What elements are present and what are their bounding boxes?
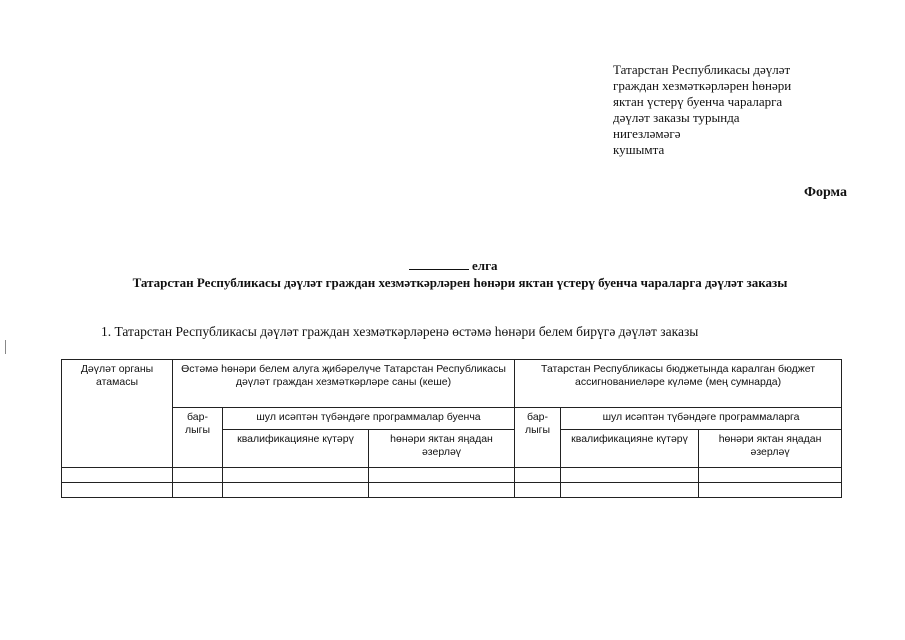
state-order-table <box>61 359 842 498</box>
header-employee-count: Өстәмә һөнәри белем алуга җибәрелүче Татарстан Республикасы дәүләт граждан хезмәткәрләре саны (кеше) <box>173 360 515 408</box>
form-label: Форма <box>803 185 847 200</box>
header-qualification-employees: квалификацияне күтәрү <box>223 430 369 468</box>
header-agency-name: Дәүләт органы атамасы <box>62 360 173 468</box>
appendix-line: яктан үстерү буенча чараларга <box>613 94 783 109</box>
table-cell <box>699 468 842 483</box>
header-programs-budget: шул исәптән түбәндәге программаларга <box>561 408 842 430</box>
section-heading: 1. Татарстан Республикасы дәүләт граждан хезмәткәрләренә өстәмә һөнәри белем бирүгә дәүләт заказы <box>101 324 699 339</box>
table-cell <box>699 483 842 498</box>
header-total-employees: бар- лыгы <box>173 408 223 468</box>
header-retraining-budget: һөнәри яктан яңадан әзерләү <box>699 430 842 468</box>
appendix-line: Татарстан Республикасы дәүләт <box>613 62 791 77</box>
year-line <box>409 258 497 274</box>
appendix-line: граждан хезмәткәрләрен һөнәри <box>613 78 792 93</box>
header-programs-employees: шул исәптән түбәндәге программалар буенча <box>223 408 515 430</box>
table-cell <box>223 483 369 498</box>
table-cell <box>369 483 515 498</box>
table-cell <box>515 483 561 498</box>
appendix-line: дәүләт заказы турында <box>613 110 740 125</box>
header-total-budget: бар- лыгы <box>515 408 561 468</box>
table-cell <box>62 483 173 498</box>
table-cell <box>173 468 223 483</box>
appendix-line: нигезләмәгә <box>613 126 681 141</box>
year-suffix: елга <box>472 258 498 273</box>
table-row <box>62 468 842 483</box>
table-row <box>62 483 842 498</box>
appendix-line: кушымта <box>613 142 665 157</box>
table-cell <box>62 468 173 483</box>
appendix-note <box>613 62 893 158</box>
table-cell <box>561 468 699 483</box>
header-qualification-budget: квалификацияне күтәрү <box>561 430 699 468</box>
table-cell <box>223 468 369 483</box>
scan-mark <box>5 340 6 354</box>
header-budget-allocation: Татарстан Республикасы бюджетында каралган бюджет ассигнованиеләре күләме (мең сумнарда) <box>515 360 842 408</box>
table-cell <box>369 468 515 483</box>
table-cell <box>173 483 223 498</box>
document-title: Татарстан Республикасы дәүләт граждан хезмәткәрләрен һөнәри яктан үстерү буенча чараларга дәүләт заказы <box>132 275 788 290</box>
table-cell <box>561 483 699 498</box>
table-cell <box>515 468 561 483</box>
year-blank-field <box>409 259 469 270</box>
header-retraining-employees: һөнәри яктан яңадан әзерләү <box>369 430 515 468</box>
